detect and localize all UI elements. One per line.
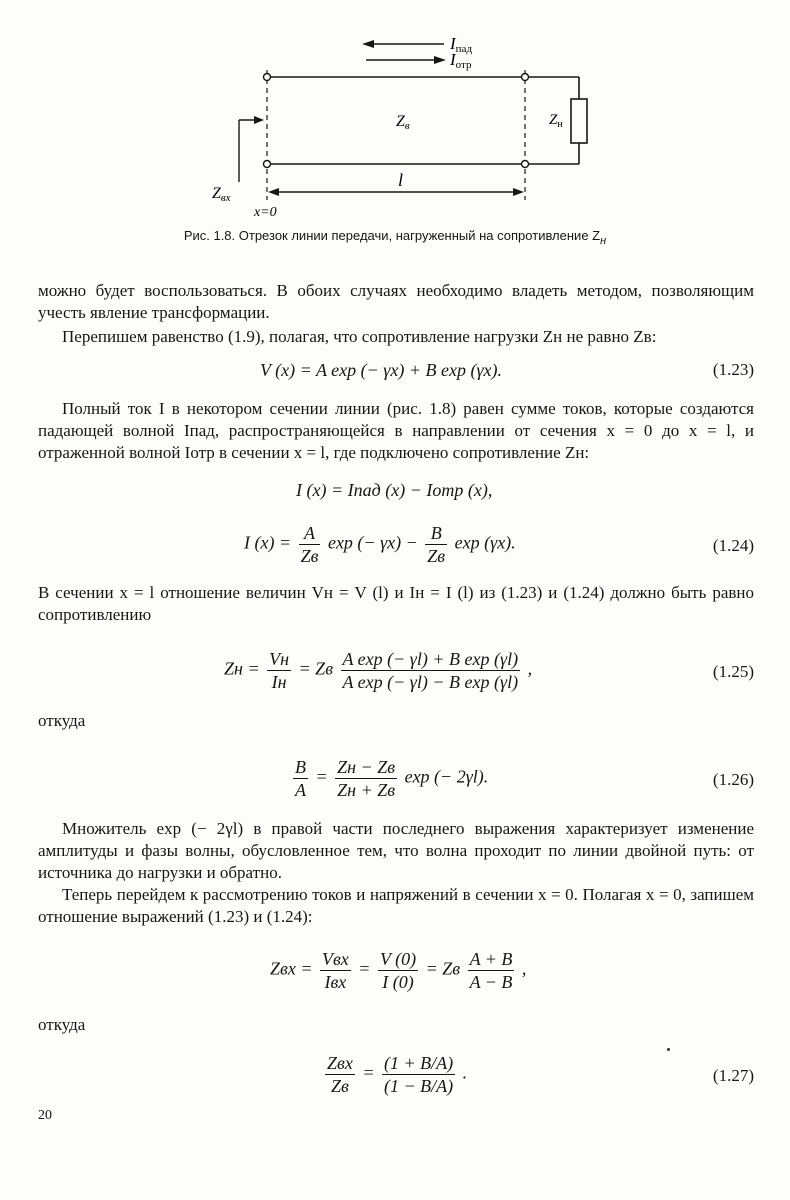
- transmission-line-figure: [0, 0, 790, 260]
- paragraph-1: можно будет воспользоваться. В обоих случаях необходимо владеть методом, позволяющим учесть явление трансформации.: [38, 281, 754, 322]
- eq-1-27-tail: .: [462, 1062, 468, 1083]
- label-z-vx: Zвх: [212, 185, 231, 204]
- equation-current-sum-body: I (x) = Iпад (x) − Iотр (x),: [296, 480, 493, 500]
- eq-zvx-mid: = Zв: [425, 958, 461, 979]
- equation-input-impedance: [38, 948, 754, 998]
- paragraph-8: откуда: [38, 1015, 86, 1034]
- fraction: $\frac{B}{A}$: [295, 757, 306, 800]
- equation-1-27: [38, 1052, 754, 1102]
- input-pointer-head: [254, 116, 264, 124]
- fraction: $\frac{B}{Zв}$: [427, 523, 446, 566]
- fraction: $\frac{A}{Zв}$: [300, 523, 319, 566]
- fraction: $\frac{\text{Vвх}}{\text{Iвх}}$: [321, 949, 349, 992]
- load-resistor: [571, 99, 587, 143]
- length-arrow-left: [268, 188, 279, 196]
- fraction: $\frac{V (0)}{I (0)}$: [379, 949, 417, 992]
- fraction: $\frac{Vн}{Iн}$: [269, 649, 290, 692]
- reflected-arrow-head: [434, 56, 446, 64]
- paragraph-2: Перепишем равенство (1.9), полагая, что сопротивление нагрузки Zн не равно Zв:: [62, 327, 657, 346]
- eq-1-27-equals: =: [362, 1062, 375, 1083]
- equation-number: (1.26): [712, 770, 754, 789]
- fraction: $\frac{A + B}{A - B}$: [469, 949, 513, 992]
- fraction: $\frac{(1 + B/A)}{(1 - B/A)}$: [383, 1053, 454, 1096]
- print-speck: [667, 1048, 670, 1051]
- fraction: $\frac{\text{A exp (− γl) + B exp (γl)}}{\text{A exp (− γl) − B exp (γl)}}$: [342, 649, 519, 692]
- eq-1-24-lhs: I (x) =: [244, 532, 292, 553]
- fraction: $\frac{\text{Zвх}}{Zв}$: [327, 1053, 353, 1096]
- eq-1-24-tail: exp (γx).: [454, 532, 516, 553]
- eq-1-24-mid: exp (− γx) −: [327, 532, 418, 553]
- eq-zvx-tail: ,: [521, 958, 527, 979]
- equation-1-26: [38, 756, 754, 806]
- equation-current-sum: [38, 480, 754, 510]
- eq-1-25-mid: = Zв: [298, 658, 334, 679]
- terminal-top-left: [264, 74, 271, 81]
- paragraph-3: Полный ток I в некотором сечении линии (рис. 1.8) равен сумме токов, которые создаются падающей волной Iпад, распространяющейся в направлении от сечения x = 0 до x = l, и отраженной волной Iотр в сечении x = l, где подключено сопротивление Zн:: [38, 399, 754, 462]
- terminal-top-right: [522, 74, 529, 81]
- eq-1-26-tail: exp (− 2γl).: [404, 766, 489, 787]
- page-number: 20: [38, 1108, 52, 1123]
- label-length: l: [398, 170, 404, 190]
- figure-caption: Рис. 1.8. Отрезок линии передачи, нагруженный на сопротивление $Z_н$: [183, 228, 607, 247]
- terminal-bottom-left: [264, 161, 271, 168]
- equation-1-24: [38, 522, 754, 572]
- equation-1-23-body: V (x) = A exp (− γx) + B exp (γx).: [260, 360, 503, 380]
- label-i-pad: Iпад: [450, 34, 473, 55]
- eq-1-25-lhs: Zн =: [224, 658, 260, 679]
- paragraph-5: откуда: [38, 711, 86, 730]
- incident-arrow-head: [362, 40, 374, 48]
- paragraph-7: Теперь перейдем к рассмотрению токов и напряжений в сечении x = 0. Полагая x = 0, запишем отношение выражений (1.23) и (1.24):: [38, 885, 754, 926]
- equation-number: (1.23): [712, 360, 754, 379]
- length-arrow-right: [513, 188, 524, 196]
- equation-1-23: [38, 360, 754, 390]
- paragraph-6: Множитель exp (− 2γl) в правой части последнего выражения характеризует изменение амплитуды и фазы волны, обусловленное тем, что волна проходит по линии двойной путь: от источника до нагрузки и обратно.: [38, 819, 754, 882]
- label-i-otr: Iотр: [450, 50, 472, 71]
- eq-1-26-equals: =: [315, 766, 328, 787]
- eq-1-25-tail: ,: [527, 658, 533, 679]
- equation-number: (1.27): [712, 1066, 754, 1085]
- label-x-zero: x=0: [254, 205, 277, 220]
- label-z-n: $Z_н$: [549, 112, 563, 130]
- terminal-bottom-right: [522, 161, 529, 168]
- eq-zvx-lhs: Zвх =: [270, 958, 313, 979]
- equation-number: (1.24): [712, 536, 754, 555]
- label-z-v: Zв: [396, 113, 410, 132]
- paragraph-4: В сечении x = l отношение величин Vн = V (l) и Iн = I (l) из (1.23) и (1.24) должно быть равно сопротивлению: [38, 583, 754, 624]
- equation-number: (1.25): [712, 662, 754, 681]
- fraction: $\frac{Zн - Zв}{Zн + Zв}$: [337, 757, 396, 800]
- equation-1-25: [38, 648, 754, 698]
- eq-zvx-equals: =: [358, 958, 371, 979]
